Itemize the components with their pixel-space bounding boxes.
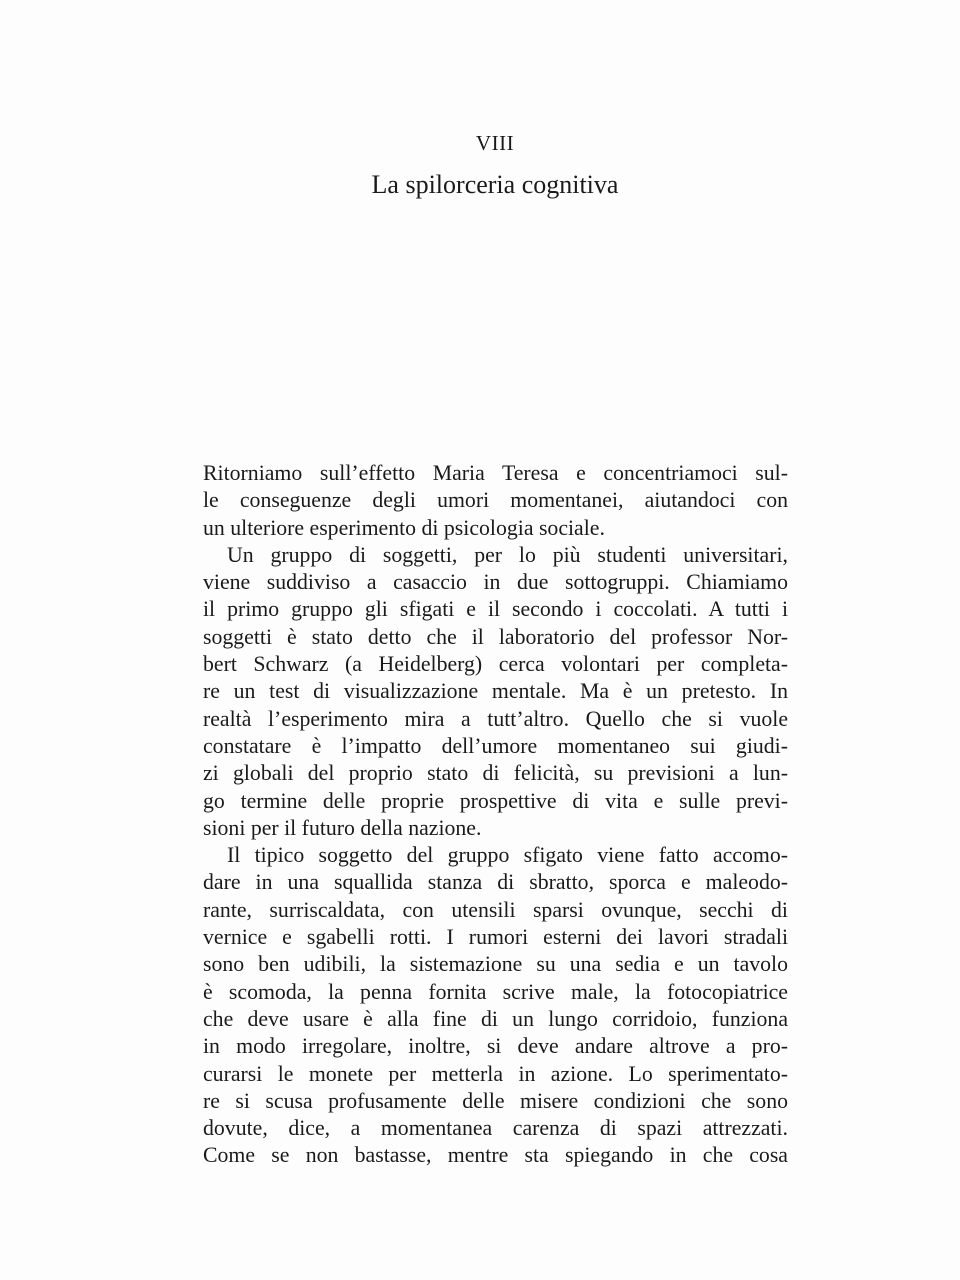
text-line: il primo gruppo gli sfigati e il secondo i coccolati. A tutti i xyxy=(203,597,788,622)
text-line: go termine delle proprie prospettive di vita e sulle previ- xyxy=(203,788,788,813)
text-line: re un test di visualizzazione mentale. Ma è un pretesto. In xyxy=(203,679,788,704)
text-line: è scomoda, la penna fornita scrive male, la fotocopiatrice xyxy=(203,979,788,1004)
chapter-title: La spilorceria cognitiva xyxy=(371,170,619,199)
text-line: un ulteriore esperimento di psicologia sociale. xyxy=(203,515,605,540)
chapter-number: VIII xyxy=(475,131,515,155)
text-line: che deve usare è alla fine di un lungo corridoio, funziona xyxy=(203,1006,788,1031)
text-line: sioni per il futuro della nazione. xyxy=(203,815,482,840)
text-line: bert Schwarz (a Heidelberg) cerca volontari per completa- xyxy=(203,652,788,677)
text-line: realtà l’esperimento mira a tutt’altro. Quello che si vuole xyxy=(203,706,788,731)
text-line: zi globali del proprio stato di felicità, su previsioni a lun- xyxy=(203,761,788,786)
body-text xyxy=(203,460,788,1170)
text-line: Un gruppo di soggetti, per lo più studenti universitari, xyxy=(227,542,788,567)
text-line: constatare è l’impatto dell’umore momentaneo sui giudi- xyxy=(203,733,788,758)
text-line: Il tipico soggetto del gruppo sfigato viene fatto accomo- xyxy=(227,843,788,868)
text-line: viene suddiviso a casaccio in due sottogruppi. Chiamiamo xyxy=(203,570,788,595)
text-line: soggetti è stato detto che il laboratorio del professor Nor- xyxy=(203,624,788,649)
text-line: re si scusa profusamente delle misere condizioni che sono xyxy=(203,1088,788,1113)
text-line: curarsi le monete per metterla in azione. Lo sperimentato- xyxy=(203,1061,788,1086)
text-line: rante, surriscaldata, con utensili sparsi ovunque, secchi di xyxy=(203,897,788,922)
text-line: Come se non bastasse, mentre sta spiegando in che cosa xyxy=(203,1143,788,1168)
text-line: le conseguenze degli umori momentanei, aiutandoci con xyxy=(203,488,788,513)
text-line: dare in una squallida stanza di sbratto, sporca e maleodo- xyxy=(203,870,788,895)
text-line: sono ben udibili, la sistemazione su una sedia e un tavolo xyxy=(203,952,788,977)
text-line: dovute, dice, a momentanea carenza di spazi attrezzati. xyxy=(203,1116,788,1141)
text-line: vernice e sgabelli rotti. I rumori esterni dei lavori stradali xyxy=(203,925,788,950)
text-line: Ritorniamo sull’effetto Maria Teresa e concentriamoci sul- xyxy=(203,461,788,485)
text-line: in modo irregolare, inoltre, si deve andare altrove a pro- xyxy=(203,1034,788,1059)
